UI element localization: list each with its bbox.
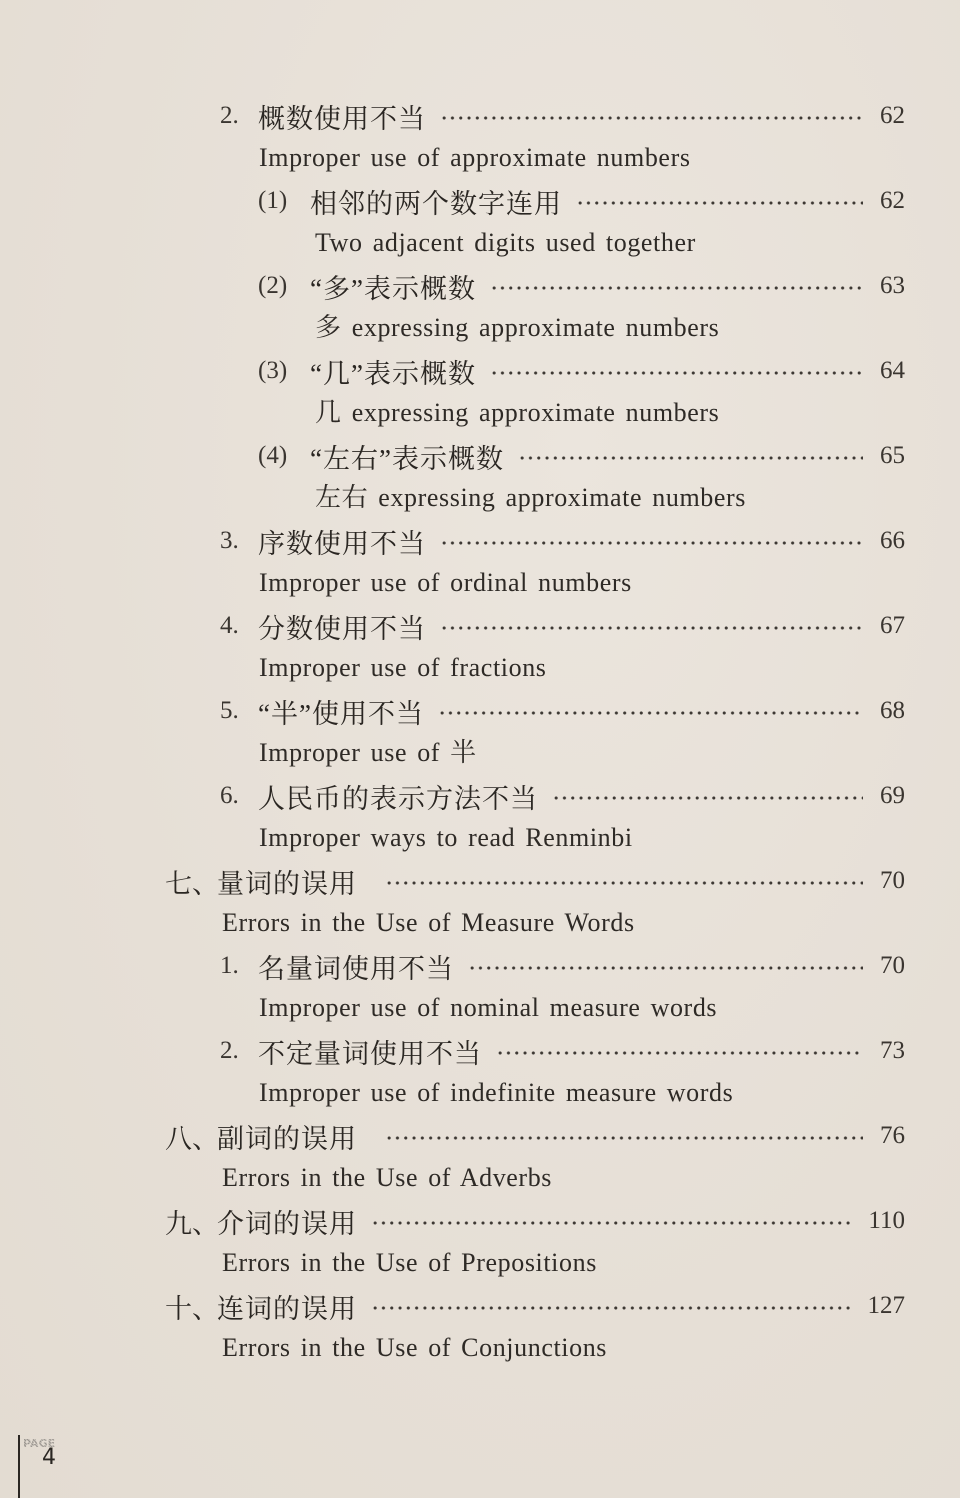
entry-title-zh: 概数使用不当 xyxy=(258,103,426,134)
entry-title-zh: 分数使用不当 xyxy=(258,613,426,644)
chapter-number: 七、 xyxy=(165,868,219,899)
dot-leader xyxy=(371,1305,854,1311)
toc-entry[interactable] xyxy=(220,1031,905,1071)
dot-leader xyxy=(385,880,863,886)
entry-page-number: 64 xyxy=(880,357,905,384)
chapter-number: 十、 xyxy=(165,1293,219,1324)
toc-entry[interactable] xyxy=(220,776,905,816)
entry-page-number: 62 xyxy=(880,187,905,214)
toc-entry-chapter[interactable] xyxy=(165,861,905,901)
toc-entry[interactable] xyxy=(220,606,905,646)
entry-title-zh: 人民币的表示方法不当 xyxy=(258,783,538,814)
entry-title-en: 左右 expressing approximate numbers xyxy=(315,483,746,512)
entry-title-en: 多 expressing approximate numbers xyxy=(315,313,720,342)
entry-title-zh: “几”表示概数 xyxy=(310,358,476,389)
entry-number: 4. xyxy=(220,612,239,639)
entry-title-zh: 介词的误用 xyxy=(217,1208,357,1239)
entry-page-number: 110 xyxy=(868,1207,905,1234)
chapter-number: 八、 xyxy=(165,1123,219,1154)
entry-title-zh: 不定量词使用不当 xyxy=(258,1038,482,1069)
dot-leader xyxy=(440,540,863,546)
entry-title-zh: 相邻的两个数字连用 xyxy=(310,188,562,219)
entry-page-number: 127 xyxy=(867,1292,905,1319)
dot-leader xyxy=(518,455,863,461)
entry-page-number: 63 xyxy=(880,272,905,299)
page-label: PAGE xyxy=(23,1437,56,1450)
dot-leader xyxy=(490,285,863,291)
entry-title-en: Errors in the Use of Conjunctions xyxy=(222,1333,608,1362)
dot-leader xyxy=(496,1050,863,1056)
entry-page-number: 66 xyxy=(880,527,905,554)
page-marker xyxy=(18,1435,78,1498)
toc-entry-chapter[interactable] xyxy=(165,1116,905,1156)
entry-number: (1) xyxy=(258,187,288,214)
entry-page-number: 67 xyxy=(880,612,905,639)
chapter-number: 九、 xyxy=(165,1208,219,1239)
page-number: 4 xyxy=(42,1445,56,1470)
entry-number: 2. xyxy=(220,1037,239,1064)
entry-title-en: Errors in the Use of Measure Words xyxy=(222,908,635,937)
entry-title-zh: “多”表示概数 xyxy=(310,273,476,304)
entry-title-en: Improper use of indefinite measure words xyxy=(259,1078,734,1107)
entry-title-zh: 名量词使用不当 xyxy=(258,953,454,984)
entry-number: (3) xyxy=(258,357,288,384)
entry-page-number: 65 xyxy=(880,442,905,469)
entry-title-zh: 副词的误用 xyxy=(217,1123,357,1154)
dot-leader xyxy=(552,795,863,801)
dot-leader xyxy=(440,625,863,631)
entry-number: 5. xyxy=(220,697,239,724)
entry-title-en: Improper use of nominal measure words xyxy=(259,993,718,1022)
entry-number: 6. xyxy=(220,782,239,809)
entry-page-number: 70 xyxy=(880,952,905,979)
page-marker-bar xyxy=(18,1435,20,1498)
entry-number: 3. xyxy=(220,527,239,554)
toc-entry[interactable] xyxy=(220,96,905,136)
entry-title-en: Improper ways to read Renminbi xyxy=(259,823,633,852)
entry-title-en: Improper use of ordinal numbers xyxy=(259,568,632,597)
dot-leader xyxy=(385,1135,863,1141)
entry-title-en: Improper use of fractions xyxy=(259,653,547,682)
entry-page-number: 62 xyxy=(880,102,905,129)
entry-title-en: Errors in the Use of Prepositions xyxy=(222,1248,597,1277)
toc-entry[interactable] xyxy=(258,436,905,476)
entry-number: 2. xyxy=(220,102,239,129)
dot-leader xyxy=(371,1220,854,1226)
toc-entry[interactable] xyxy=(220,521,905,561)
entry-page-number: 69 xyxy=(880,782,905,809)
toc-entry[interactable] xyxy=(258,181,905,221)
entry-number: (4) xyxy=(258,442,288,469)
toc-entry[interactable] xyxy=(220,691,905,731)
dot-leader xyxy=(440,115,863,121)
dot-leader xyxy=(438,710,863,716)
toc-entry[interactable] xyxy=(258,266,905,306)
entry-title-en: 几 expressing approximate numbers xyxy=(315,398,720,427)
entry-title-zh: 量词的误用 xyxy=(217,868,357,899)
toc-entry-chapter[interactable] xyxy=(165,1286,905,1326)
entry-number: (2) xyxy=(258,272,288,299)
dot-leader xyxy=(490,370,863,376)
toc-entry-chapter[interactable] xyxy=(165,1201,905,1241)
entry-page-number: 70 xyxy=(880,867,905,894)
entry-title-en: Improper use of approximate numbers xyxy=(259,143,691,172)
dot-leader xyxy=(468,965,863,971)
entry-number: 1. xyxy=(220,952,239,979)
entry-page-number: 68 xyxy=(880,697,905,724)
toc-entry[interactable] xyxy=(258,351,905,391)
dot-leader xyxy=(576,200,863,206)
entry-title-en: Improper use of 半 xyxy=(259,738,477,767)
entry-title-en: Errors in the Use of Adverbs xyxy=(222,1163,553,1192)
entry-title-zh: “左右”表示概数 xyxy=(310,443,504,474)
entry-title-en: Two adjacent digits used together xyxy=(315,228,696,257)
entry-title-zh: 序数使用不当 xyxy=(258,528,426,559)
entry-page-number: 76 xyxy=(880,1122,905,1149)
entry-title-zh: “半”使用不当 xyxy=(258,698,424,729)
entry-title-zh: 连词的误用 xyxy=(217,1293,357,1324)
entry-page-number: 73 xyxy=(880,1037,905,1064)
toc-entry[interactable] xyxy=(220,946,905,986)
